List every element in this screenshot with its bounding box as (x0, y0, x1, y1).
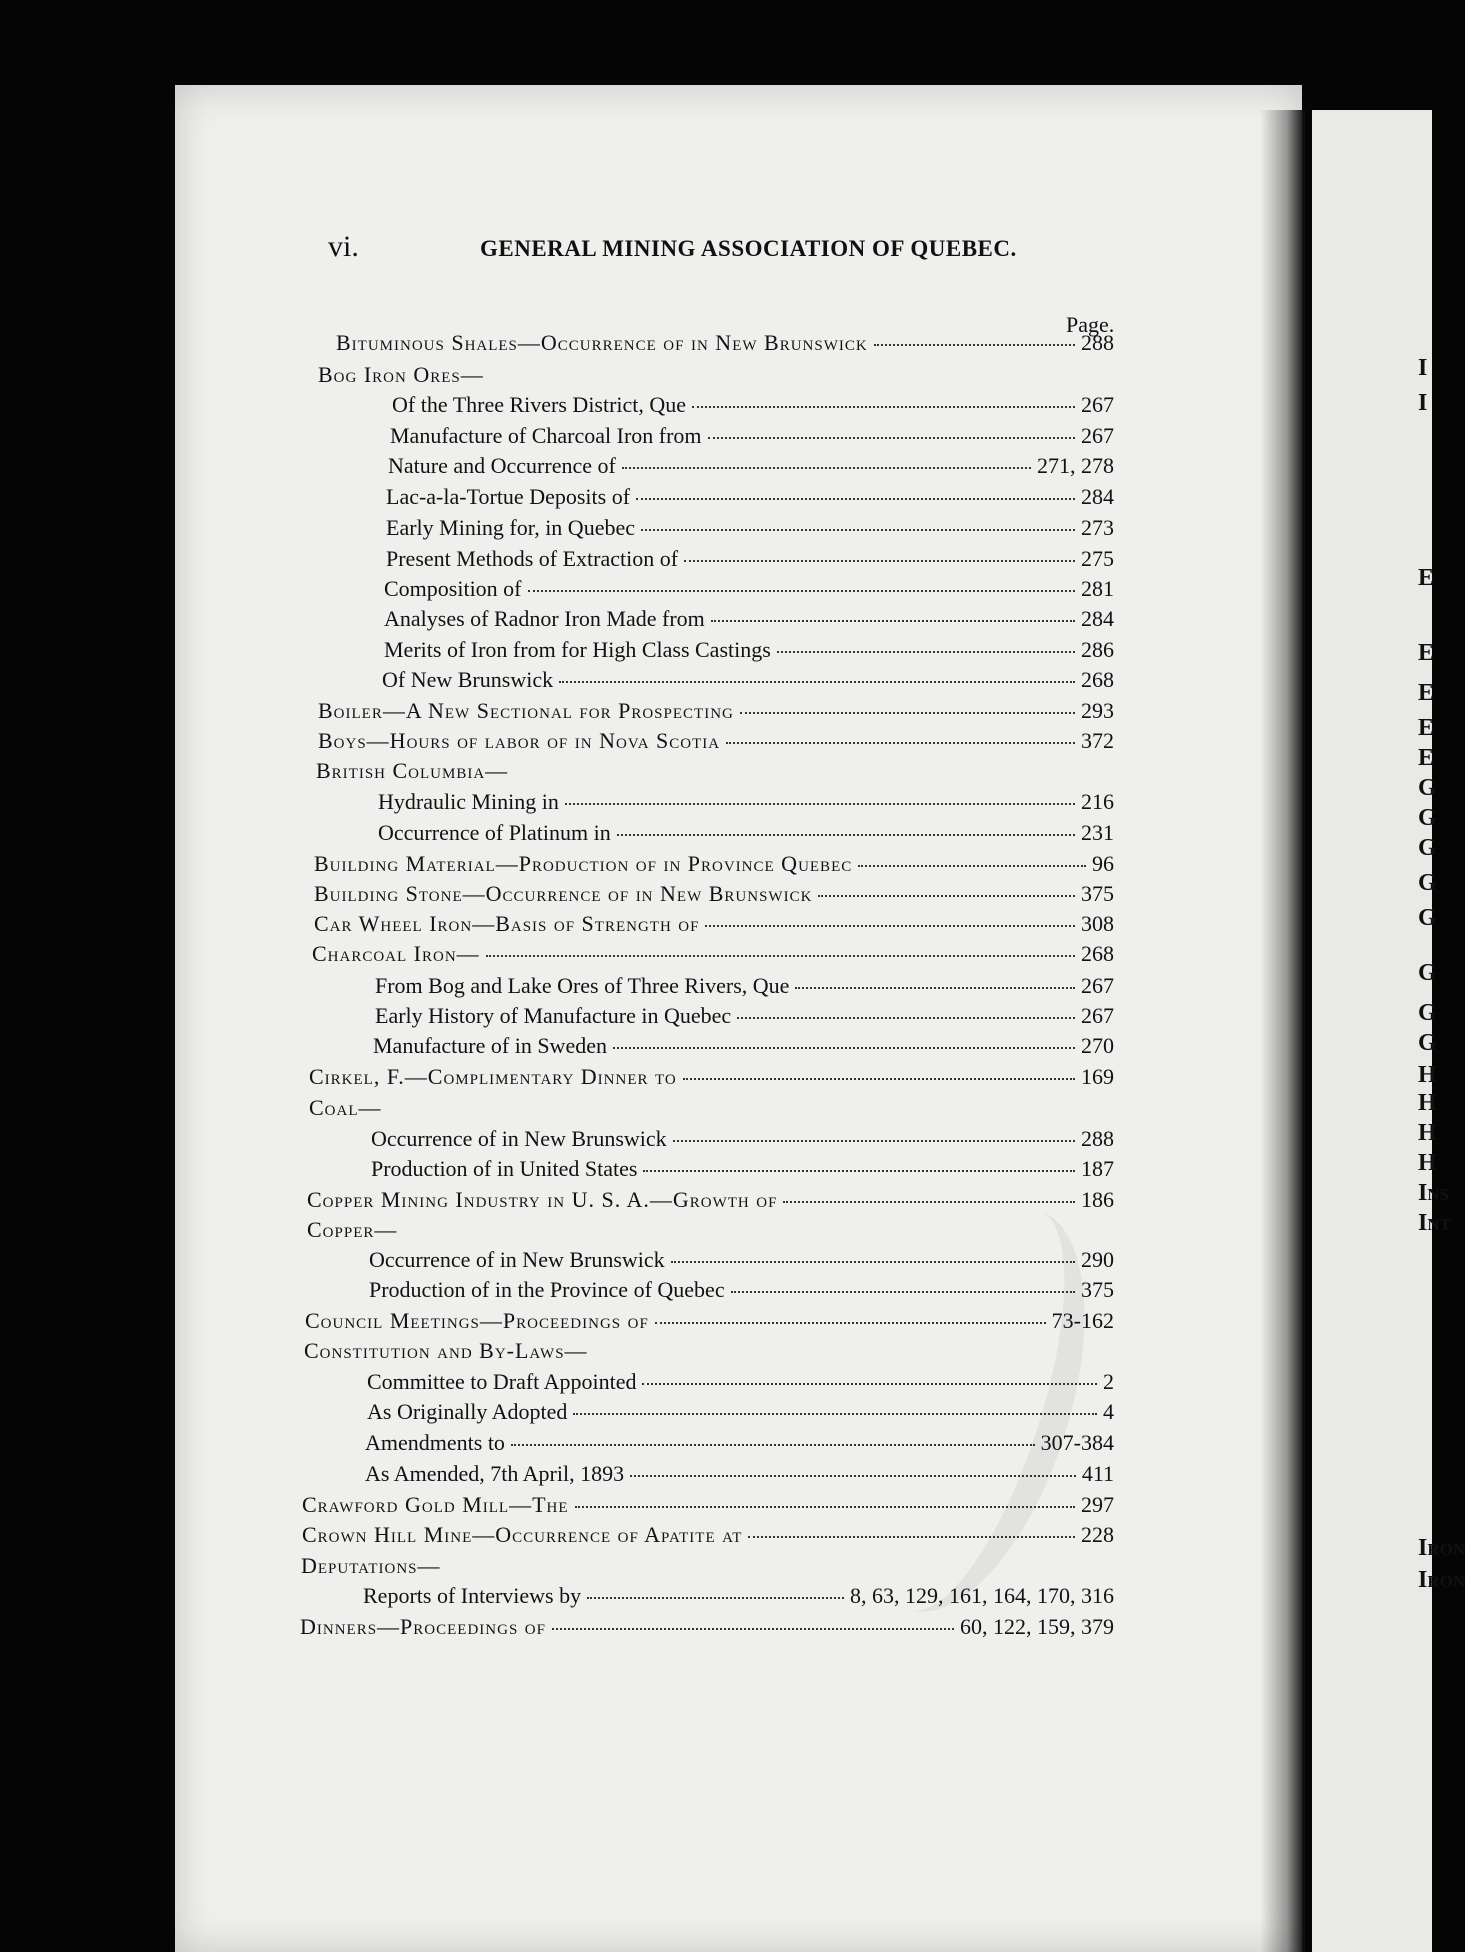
dot-leader (858, 864, 1086, 867)
entry-title: Occurrence of Platinum in (378, 820, 611, 845)
dot-leader (559, 680, 1075, 683)
entry-page-numbers: 275 (1081, 546, 1114, 571)
entry-page-numbers: 268 (1081, 667, 1114, 692)
index-entry-sub (384, 606, 1114, 636)
entry-page-numbers: 297 (1081, 1492, 1114, 1517)
index-entry-sub (386, 515, 1114, 545)
dot-leader (737, 1016, 1075, 1019)
index-entry-main (309, 1064, 1114, 1094)
entry-title: Manufacture of in Sweden (373, 1033, 607, 1058)
entry-title: Manufacture of Charcoal Iron from (390, 423, 702, 448)
dot-leader (673, 1139, 1075, 1142)
entry-page-numbers: 186 (1081, 1187, 1114, 1212)
entry-title: Merits of Iron from for High Class Castings (384, 637, 771, 662)
facing-page-letter: G (1418, 1030, 1437, 1056)
dot-leader (748, 1535, 1075, 1538)
facing-page-letter: Iron (1418, 1567, 1465, 1593)
entry-page-numbers: 60, 122, 159, 379 (960, 1614, 1114, 1639)
facing-page-letter: Ins (1418, 1180, 1450, 1206)
dot-leader (708, 436, 1075, 439)
entry-page-numbers: 411 (1081, 1461, 1114, 1486)
dot-leader (740, 711, 1075, 714)
index-entry-sub (388, 453, 1114, 483)
entry-page-numbers: 288 (1081, 330, 1114, 355)
entry-page-numbers: 231 (1081, 820, 1114, 845)
entry-page-numbers: 267 (1081, 973, 1114, 998)
index-heading: Deputations— (301, 1553, 441, 1578)
entry-title: Composition of (384, 576, 522, 601)
dot-leader (636, 497, 1075, 500)
entry-title: Present Methods of Extraction of (386, 546, 679, 571)
entry-title: As Originally Adopted (367, 1399, 568, 1424)
facing-page-letter: G (1418, 1000, 1437, 1026)
dot-leader (613, 1046, 1075, 1049)
entry-page-numbers: 267 (1081, 423, 1114, 448)
entry-page-numbers: 273 (1081, 515, 1114, 540)
index-entry-sub (369, 1277, 1114, 1307)
entry-title: Dinners—Proceedings of (300, 1614, 546, 1639)
index-entry-main (318, 728, 1114, 758)
facing-page-letter: H (1418, 1090, 1437, 1116)
entry-title: Committee to Draft Appointed (367, 1369, 637, 1394)
index-entry-sub (384, 576, 1114, 606)
facing-page-letter: E (1418, 640, 1435, 666)
dot-leader (552, 1627, 954, 1630)
entry-page-numbers: 293 (1081, 698, 1114, 723)
page-column-label: Page. (1066, 312, 1115, 337)
index-entry-sub (371, 1156, 1114, 1186)
facing-page-letter: G (1418, 905, 1437, 931)
facing-page-letter: G (1418, 870, 1437, 896)
dot-leader (818, 894, 1075, 897)
entry-title: Building Material—Production of in Province Quebec (314, 851, 853, 876)
entry-title: Crown Hill Mine—Occurrence of Apatite at (302, 1522, 743, 1547)
entry-title: Lac-a-la-Tortue Deposits of (386, 484, 631, 509)
index-entry-sub (384, 637, 1114, 667)
index-entry-sub (373, 1033, 1114, 1063)
entry-page-numbers: 270 (1081, 1033, 1114, 1058)
dot-leader (671, 1260, 1075, 1263)
dot-leader (641, 528, 1075, 531)
entry-title: Analyses of Radnor Iron Made from (384, 606, 705, 631)
dot-leader (622, 466, 1031, 469)
facing-page-letter: E (1418, 745, 1435, 771)
dot-leader (643, 1169, 1075, 1172)
index-entry-main (318, 698, 1114, 728)
entry-title: Car Wheel Iron—Basis of Strength of (314, 911, 700, 936)
entry-title: Of the Three Rivers District, Que (392, 392, 687, 417)
entry-title: Occurrence of in New Brunswick (369, 1247, 665, 1272)
entry-title: Council Meetings—Proceedings of (305, 1308, 649, 1333)
dot-leader (795, 986, 1075, 989)
facing-page-letter: H (1418, 1120, 1437, 1146)
entry-page-numbers: 96 (1092, 851, 1114, 876)
entry-title: Nature and Occurrence of (388, 453, 616, 478)
entry-page-numbers: 169 (1081, 1064, 1114, 1089)
dot-leader (655, 1321, 1046, 1324)
index-entry-sub (363, 1583, 1114, 1613)
facing-page-letter: E (1418, 715, 1435, 741)
index-heading: Copper— (307, 1217, 398, 1242)
index-entry-sub (365, 1430, 1114, 1460)
index-entry-sub (367, 1399, 1114, 1429)
entry-page-numbers: 4 (1103, 1399, 1114, 1424)
facing-page-letter: G (1418, 960, 1437, 986)
dot-leader (711, 619, 1075, 622)
index-entry-main (336, 330, 1114, 360)
dot-leader (777, 650, 1075, 653)
dot-leader (511, 1443, 1035, 1446)
entry-title: Cirkel, F.—Complimentary Dinner to (309, 1064, 677, 1089)
index-heading: British Columbia— (316, 758, 509, 783)
facing-page-letter: G (1418, 805, 1437, 831)
dot-leader (684, 559, 1075, 562)
entry-page-numbers: 267 (1081, 1003, 1114, 1028)
facing-page-letter: G (1418, 775, 1437, 801)
entry-page-numbers: 271, 278 (1037, 453, 1114, 478)
entry-page-numbers: 286 (1081, 637, 1114, 662)
facing-page-letter: G (1418, 835, 1437, 861)
entry-page-numbers: 290 (1081, 1247, 1114, 1272)
entry-title: Early Mining for, in Quebec (386, 515, 635, 540)
entry-title: Bituminous Shales—Occurrence of in New Brunswick (336, 330, 868, 355)
dot-leader (783, 1200, 1075, 1203)
dot-leader (630, 1474, 1076, 1477)
facing-page-letter: Int (1418, 1210, 1451, 1236)
entry-title: Early History of Manufacture in Quebec (375, 1003, 732, 1028)
entry-page-numbers: 281 (1081, 576, 1114, 601)
entry-page-numbers: 307-384 (1040, 1430, 1114, 1455)
index-entry-sub (382, 667, 1114, 697)
entry-page-numbers: 267 (1081, 392, 1114, 417)
index-entry-main (302, 1492, 1114, 1522)
page-number: vi. (328, 230, 359, 263)
dot-leader (587, 1596, 844, 1599)
index-entry-sub (390, 423, 1114, 453)
entry-title: Charcoal Iron— (312, 941, 480, 966)
entry-page-numbers: 288 (1081, 1126, 1114, 1151)
entry-title: Of New Brunswick (382, 667, 554, 692)
entry-title: Hydraulic Mining in (378, 789, 559, 814)
index-entry-sub (378, 789, 1114, 819)
index-entry-main (314, 911, 1114, 941)
index-entry-sub (367, 1369, 1114, 1399)
dot-leader (692, 405, 1075, 408)
facing-page-letter: I (1418, 390, 1428, 416)
entry-page-numbers: 73-162 (1051, 1308, 1114, 1333)
page-title: GENERAL MINING ASSOCIATION OF QUEBEC. (480, 236, 1017, 261)
entry-page-numbers: 284 (1081, 484, 1114, 509)
facing-page-letter: E (1418, 680, 1435, 706)
dot-leader (573, 1412, 1097, 1415)
entry-title: Occurrence of in New Brunswick (371, 1126, 667, 1151)
entry-page-numbers: 228 (1081, 1522, 1114, 1547)
entry-page-numbers: 2 (1103, 1369, 1114, 1394)
dot-leader (575, 1505, 1075, 1508)
facing-page-letter: H (1418, 1150, 1437, 1176)
index-entry-sub (386, 546, 1114, 576)
entry-page-numbers: 268 (1081, 941, 1114, 966)
dot-leader (528, 589, 1075, 592)
dot-leader (642, 1382, 1097, 1385)
dot-leader (726, 741, 1075, 744)
dot-leader (486, 954, 1075, 957)
entry-title: Production of in the Province of Quebec (369, 1277, 725, 1302)
index-entry-sub (371, 1126, 1114, 1156)
index-entry-sub (365, 1461, 1114, 1491)
dot-leader (565, 802, 1075, 805)
index-entry-sub (375, 1003, 1114, 1033)
entry-title: As Amended, 7th April, 1893 (365, 1461, 625, 1486)
index-entry-sub (386, 484, 1114, 514)
dot-leader (705, 924, 1075, 927)
entry-title: Boiler—A New Sectional for Prospecting (318, 698, 734, 723)
facing-page-letter: I (1418, 355, 1428, 381)
index-entry-main (314, 851, 1114, 881)
index-entry-sub (378, 820, 1114, 850)
entry-title: Boys—Hours of labor of in Nova Scotia (318, 728, 721, 753)
entry-page-numbers: 308 (1081, 911, 1114, 936)
entry-title: Reports of Interviews by (363, 1583, 582, 1608)
index-entry-main (314, 881, 1114, 911)
index-entry-main (302, 1522, 1114, 1552)
index-heading: Constitution and By-Laws— (304, 1338, 588, 1363)
index-entry-sub (375, 973, 1114, 1003)
entry-title: Amendments to (365, 1430, 505, 1455)
entry-title: Production of in United States (371, 1156, 638, 1181)
facing-page-letter: H (1418, 1062, 1437, 1088)
dot-leader (617, 833, 1075, 836)
index-entry-main (300, 1614, 1114, 1644)
index-entry-main (305, 1308, 1114, 1338)
dot-leader (731, 1290, 1075, 1293)
entry-title: Copper Mining Industry in U. S. A.—Growth of (307, 1187, 778, 1212)
entry-page-numbers: 8, 63, 129, 161, 164, 170, 316 (850, 1583, 1114, 1608)
entry-title: From Bog and Lake Ores of Three Rivers, Que (375, 973, 790, 998)
entry-title: Bog Iron Ores— (318, 362, 484, 387)
index-entry-main (307, 1187, 1114, 1217)
facing-page-letter: E (1418, 565, 1435, 591)
dot-leader (683, 1077, 1075, 1080)
entry-page-numbers: 375 (1081, 1277, 1114, 1302)
index-entry-sub (392, 392, 1114, 422)
entry-title: Crawford Gold Mill—The (302, 1492, 569, 1517)
index-entry-main (318, 362, 1114, 392)
entry-page-numbers: 187 (1081, 1156, 1114, 1181)
index-heading: Coal— (309, 1095, 382, 1120)
entry-page-numbers: 372 (1081, 728, 1114, 753)
entry-page-numbers: 216 (1081, 789, 1114, 814)
index-entry-main (312, 941, 1114, 971)
facing-page-letter: Iron (1418, 1535, 1465, 1561)
entry-page-numbers: 284 (1081, 606, 1114, 631)
entry-page-numbers: 375 (1081, 881, 1114, 906)
dot-leader (874, 343, 1075, 346)
entry-title: Building Stone—Occurrence of in New Brunswick (314, 881, 813, 906)
index-entry-sub (369, 1247, 1114, 1277)
